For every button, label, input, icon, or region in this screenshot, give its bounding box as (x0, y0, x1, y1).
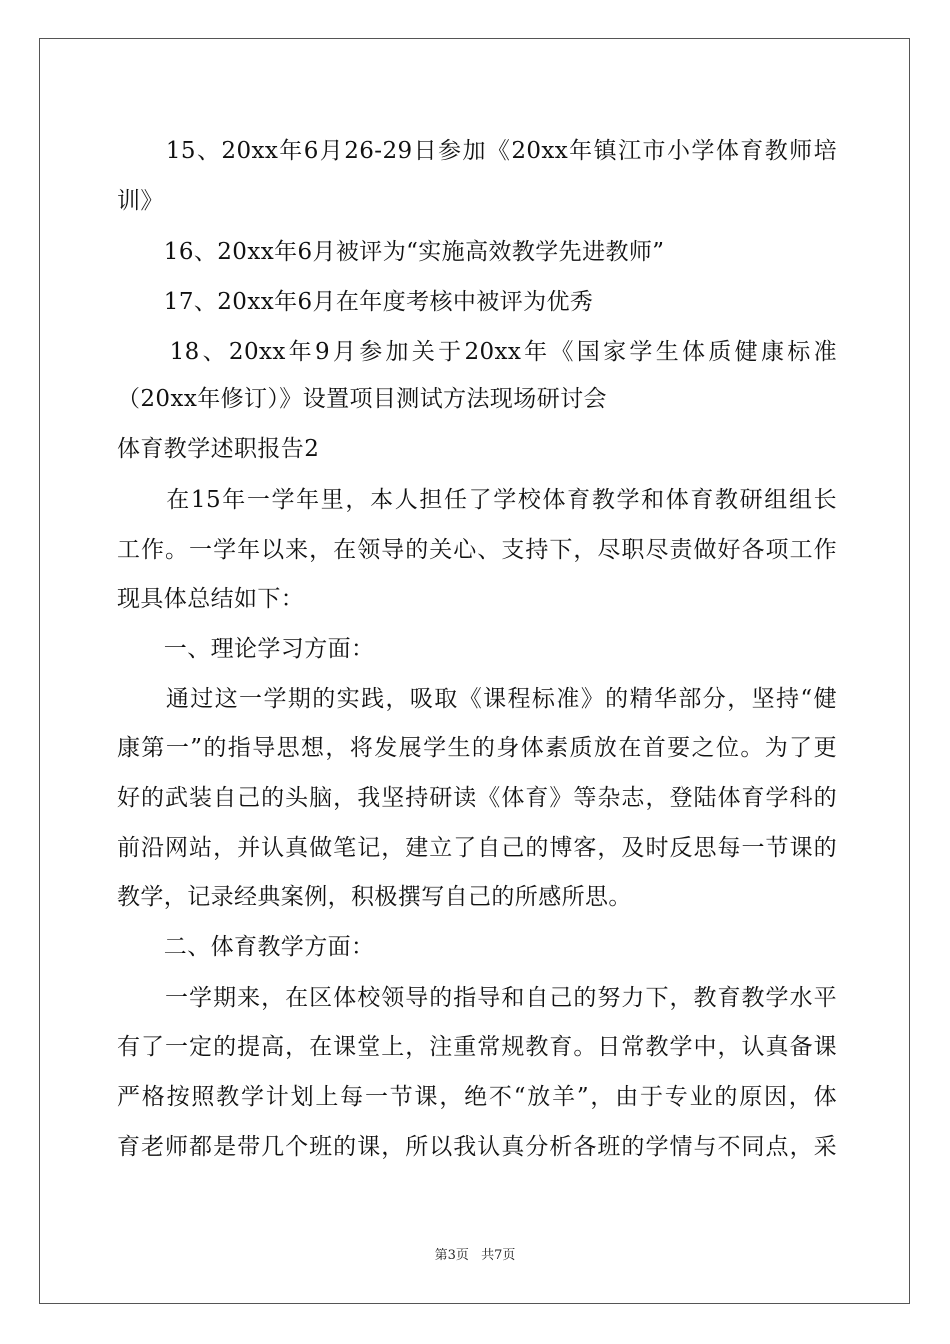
paragraph-line: 前沿网站，并认真做笔记，建立了自己的博客，及时反思每一节课的 (117, 835, 837, 861)
subheading-teaching: 二、体育教学方面： (117, 934, 375, 960)
page-frame (39, 38, 910, 1304)
page-footer (0, 1248, 950, 1264)
paragraph-line: 教学，记录经典案例，积极撰写自己的所感所思。 (117, 884, 632, 910)
page-total: 共7页 (481, 1248, 516, 1263)
paragraph-line: 严格按照教学计划上每一节课，绝不“放羊”，由于专业的原因，体 (117, 1084, 837, 1110)
item-17-line: 17、20xx年6月在年度考核中被评为优秀 (117, 289, 594, 315)
paragraph-line: 康第一”的指导思想，将发展学生的身体素质放在首要之位。为了更 (117, 735, 837, 761)
subheading-theory: 一、理论学习方面： (117, 636, 375, 662)
item-15-line-2: 训》 (117, 188, 164, 214)
item-18-line-1: 18、20xx年9月参加关于20xx年《国家学生体质健康标准 (117, 339, 837, 365)
paragraph-line: 通过这一学期的实践，吸取《课程标准》的精华部分，坚持“健 (117, 686, 837, 712)
item-16-line: 16、20xx年6月被评为“实施高效教学先进教师” (117, 239, 665, 265)
paragraph-line: 好的武装自己的头脑，我坚持研读《体育》等杂志，登陆体育学科的 (117, 785, 837, 811)
section-title: 体育教学述职报告2 (117, 436, 320, 462)
page-number: 第3页 (434, 1248, 469, 1263)
item-18-line-2: （20xx年修订）》设置项目测试方法现场研讨会 (117, 386, 607, 412)
item-15-line-1: 15、20xx年6月26-29日参加《20xx年镇江市小学体育教师培 (117, 138, 837, 164)
paragraph-line: 工作。一学年以来，在领导的关心、支持下，尽职尽责做好各项工作 (117, 537, 837, 563)
paragraph-line: 育老师都是带几个班的课，所以我认真分析各班的学情与不同点，采 (117, 1134, 837, 1160)
paragraph-line: 在15年一学年里，本人担任了学校体育教学和体育教研组组长 (117, 487, 837, 513)
paragraph-line: 现具体总结如下： (117, 586, 305, 612)
paragraph-line: 有了一定的提高，在课堂上，注重常规教育。日常教学中，认真备课 (117, 1034, 837, 1060)
paragraph-line: 一学期来，在区体校领导的指导和自己的努力下，教育教学水平 (117, 985, 837, 1011)
